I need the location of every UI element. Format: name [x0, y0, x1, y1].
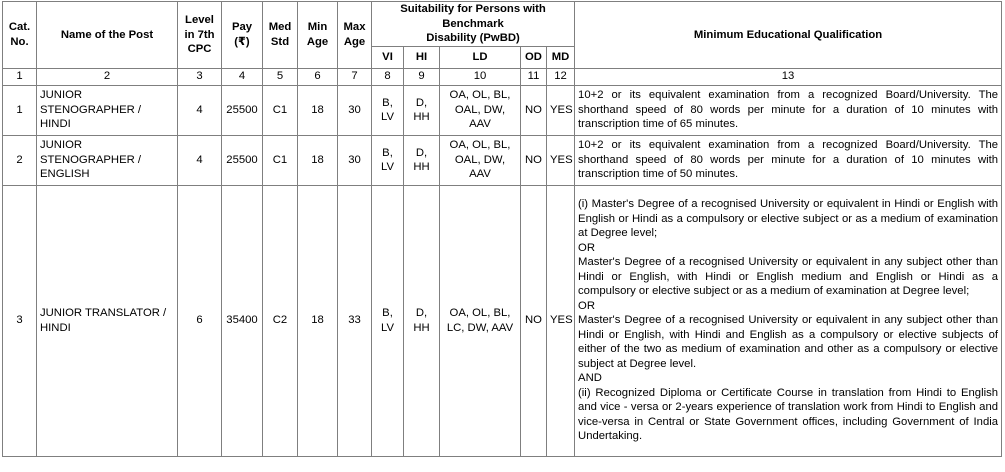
max-age-cell: 33	[338, 185, 372, 456]
min-age-cell: 18	[298, 135, 338, 185]
post-name-cell: JUNIOR TRANSLATOR / HINDI	[37, 185, 178, 456]
cat-no-cell: 3	[3, 185, 37, 456]
md-cell: YES	[547, 85, 575, 135]
med-std-cell: C2	[263, 185, 298, 456]
od-cell: NO	[521, 85, 547, 135]
column-number: 2	[37, 68, 178, 85]
column-number: 7	[338, 68, 372, 85]
od-cell: NO	[521, 135, 547, 185]
qualification-paragraph: (i) Master's Degree of a recognised University or equivalent in Hindi or English with English or Hindi as a compulsory or elective subject or as a medium of examination at Degree level;	[578, 198, 999, 240]
max-age-cell: 30	[338, 85, 372, 135]
ld-cell: OA, OL, BL, OAL, DW, AAV	[440, 85, 521, 135]
hi-cell: D, HH	[404, 185, 440, 456]
header-med-std: Med Std	[263, 2, 298, 69]
column-number: 1	[3, 68, 37, 85]
column-number: 5	[263, 68, 298, 85]
column-number: 6	[298, 68, 338, 85]
cat-no-cell: 2	[3, 135, 37, 185]
cat-no-cell: 1	[3, 85, 37, 135]
level-cell: 4	[178, 85, 222, 135]
header-vi: VI	[372, 46, 404, 68]
vi-cell: B, LV	[372, 135, 404, 185]
qualification-paragraph: (ii) Recognized Diploma or Certificate Course in translation from Hindi to English and vice - versa or 2-years experience of translation work from Hindi to English and vice-versa in Central or State Government offices, including Government of India Undertaking.	[578, 386, 999, 443]
column-number: 3	[178, 68, 222, 85]
post-name-cell: JUNIOR STENOGRAPHER / HINDI	[37, 85, 178, 135]
header-hi: HI	[404, 46, 440, 68]
md-cell: YES	[547, 185, 575, 456]
column-number: 10	[440, 68, 521, 85]
ld-cell: OA, OL, BL, OAL, DW, AAV	[440, 135, 521, 185]
vi-cell: B, LV	[372, 185, 404, 456]
header-level: Level in 7th CPC	[178, 2, 222, 69]
pay-cell: 35400	[222, 185, 263, 456]
header-md: MD	[547, 46, 575, 68]
qualification-paragraph: Master's Degree of a recognised University or equivalent in any subject other than Hindi or English, with Hindi or English medium and English or Hindi as a compulsory or elective subject or as a medium of examination at Degree level;	[578, 256, 999, 298]
header-suitability: Suitability for Persons with Benchmark Disability (PwBD)	[372, 2, 575, 47]
column-number: 11	[521, 68, 547, 85]
min-age-cell: 18	[298, 185, 338, 456]
column-number-row	[3, 68, 1002, 85]
column-number: 9	[404, 68, 440, 85]
max-age-cell: 30	[338, 135, 372, 185]
table-row	[3, 185, 1002, 456]
posts-table	[2, 1, 1002, 457]
table-row	[3, 135, 1002, 185]
hi-cell: D, HH	[404, 85, 440, 135]
od-cell: NO	[521, 185, 547, 456]
column-number: 13	[575, 68, 1002, 85]
header-pay: Pay (₹)	[222, 2, 263, 69]
qualification-cell: 10+2 or its equivalent examination from a recognized Board/University. The shorthand speed of 80 words per minute for a duration of 10 minutes with transcription time of 65 minutes.	[575, 85, 1002, 135]
qualification-cell: 10+2 or its equivalent examination from a recognized Board/University. The shorthand speed of 80 words per minute for a duration of 10 minutes with transcription time of 50 minutes.	[575, 135, 1002, 185]
qualification-cell	[575, 185, 1002, 456]
header-max-age: Max Age	[338, 2, 372, 69]
qualification-or: OR	[578, 299, 595, 312]
pay-cell: 25500	[222, 135, 263, 185]
med-std-cell: C1	[263, 135, 298, 185]
table-row	[3, 85, 1002, 135]
header-cat-no: Cat. No.	[3, 2, 37, 69]
vi-cell: B, LV	[372, 85, 404, 135]
header-qualification: Minimum Educational Qualification	[575, 2, 1002, 69]
qualification-paragraph: Master's Degree of a recognised University or equivalent in any subject other than Hindi or English, with Hindi and English as a compulsory or elective subjects of either of the two as medium of examination and other as a compulsory or elective subject at Degree level.	[578, 314, 999, 370]
hi-cell: D, HH	[404, 135, 440, 185]
qualification-or: OR	[578, 241, 595, 254]
min-age-cell: 18	[298, 85, 338, 135]
header-name-of-post: Name of the Post	[37, 2, 178, 69]
ld-cell: OA, OL, BL, LC, DW, AAV	[440, 185, 521, 456]
column-number: 12	[547, 68, 575, 85]
med-std-cell: C1	[263, 85, 298, 135]
column-number: 8	[372, 68, 404, 85]
qualification-and: AND	[578, 372, 602, 385]
level-cell: 6	[178, 185, 222, 456]
level-cell: 4	[178, 135, 222, 185]
header-od: OD	[521, 46, 547, 68]
header-min-age: Min Age	[298, 2, 338, 69]
post-name-cell: JUNIOR STENOGRAPHER / ENGLISH	[37, 135, 178, 185]
header-ld: LD	[440, 46, 521, 68]
pay-cell: 25500	[222, 85, 263, 135]
md-cell: YES	[547, 135, 575, 185]
column-number: 4	[222, 68, 263, 85]
